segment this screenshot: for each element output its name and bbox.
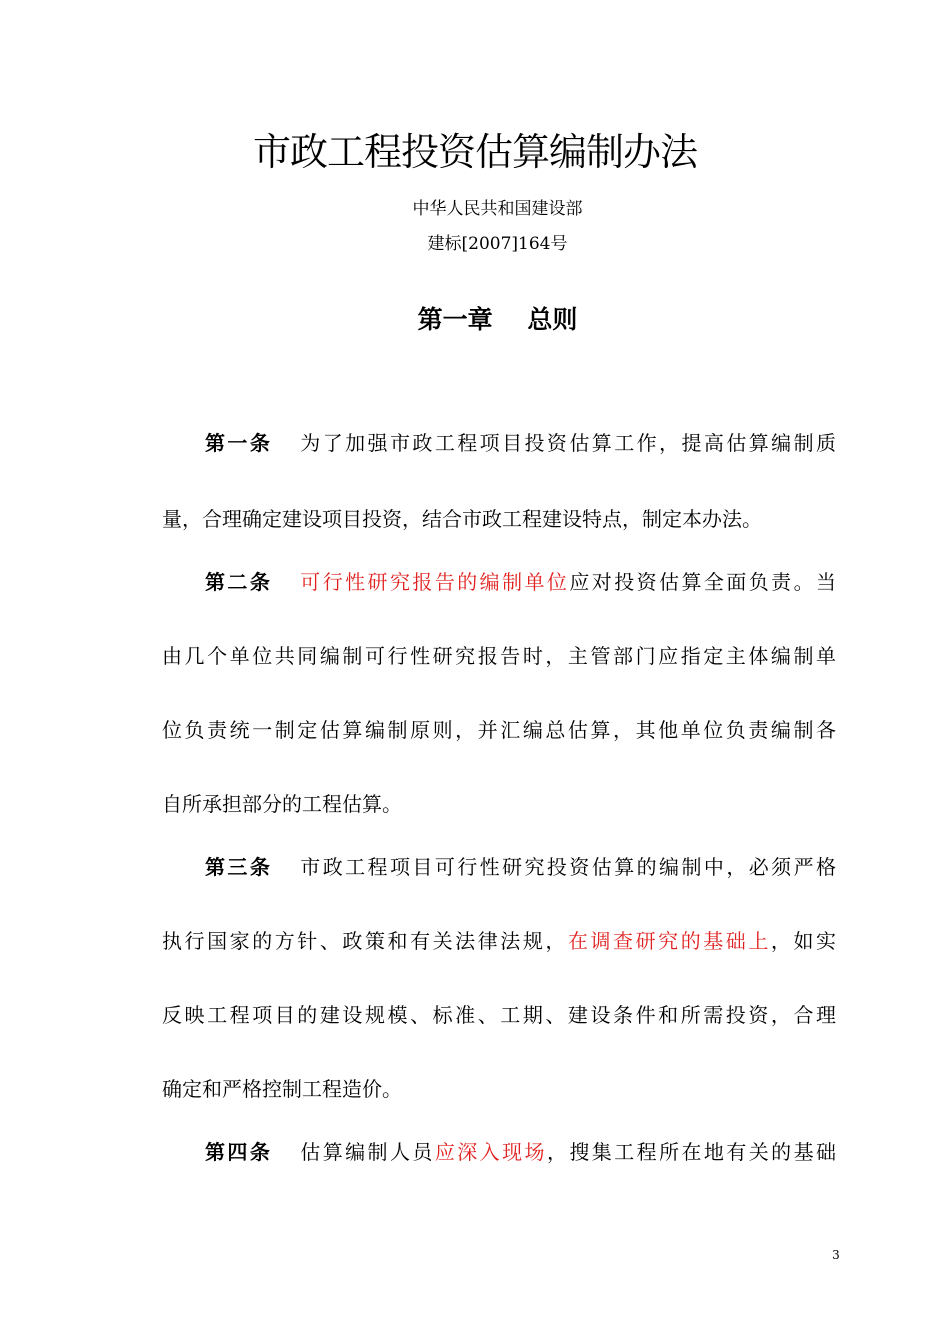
article-3-label: 第三条: [205, 855, 273, 879]
article-2-text: 位负责统一制定估算编制原则，并汇编总估算，其他单位负责编制各: [162, 718, 836, 742]
article-3-text: 反映工程项目的建设规模、标准、工期、建设条件和所需投资，合理: [162, 1003, 836, 1027]
article-3-line-4: [162, 1072, 836, 1106]
article-3-text: 确定和严格控制工程造价。: [162, 1077, 402, 1101]
article-2-line-1: [205, 565, 836, 599]
page-number: 3: [832, 1248, 840, 1262]
article-4-text: ，搜集工程所在地有关的基础: [546, 1140, 837, 1164]
article-3-text: 执行国家的方针、政策和有关法律法规，: [162, 929, 568, 953]
article-3-text: 市政工程项目可行性研究投资估算的编制中，必须严格: [300, 855, 837, 879]
article-4-highlight: 应深入现场: [434, 1140, 547, 1164]
document-title: 市政工程投资估算编制办法: [252, 130, 697, 174]
article-1-text: 为了加强市政工程项目投资估算工作，提高估算编制质: [300, 431, 837, 455]
article-1-text: 量，合理确定建设项目投资，结合市政工程建设特点，制定本办法。: [162, 507, 762, 531]
article-3-line-2: [162, 924, 836, 958]
article-4-label: 第四条: [205, 1140, 273, 1164]
article-2-line-3: [162, 713, 836, 747]
article-2-line-2: [162, 639, 836, 673]
article-1-line-2: [162, 502, 836, 536]
chapter-heading: 第一章 总则: [417, 305, 578, 334]
article-3-line-1: [205, 850, 836, 884]
article-2-text: 应对投资估算全面负责。当: [569, 570, 837, 594]
article-2-text: 自所承担部分的工程估算。: [162, 792, 402, 816]
issuing-authority: 中华人民共和国建设部: [412, 199, 583, 219]
article-3-text: ，如实: [770, 929, 837, 953]
article-2-text: 由几个单位共同编制可行性研究报告时，主管部门应指定主体编制单: [162, 644, 836, 668]
article-2-highlight: 可行性研究报告的编制单位: [300, 570, 570, 594]
article-1-line-1: [205, 426, 836, 460]
article-1-label: 第一条: [205, 431, 273, 455]
article-3-highlight: 在调查研究的基础上: [567, 929, 771, 953]
article-3-line-3: [162, 998, 836, 1032]
article-4-line-1: [205, 1135, 836, 1169]
article-2-label: 第二条: [205, 570, 273, 594]
document-number: 建标[2007]164号: [427, 234, 568, 254]
article-2-line-4: [162, 787, 836, 821]
article-4-text: 估算编制人员: [300, 1140, 435, 1164]
